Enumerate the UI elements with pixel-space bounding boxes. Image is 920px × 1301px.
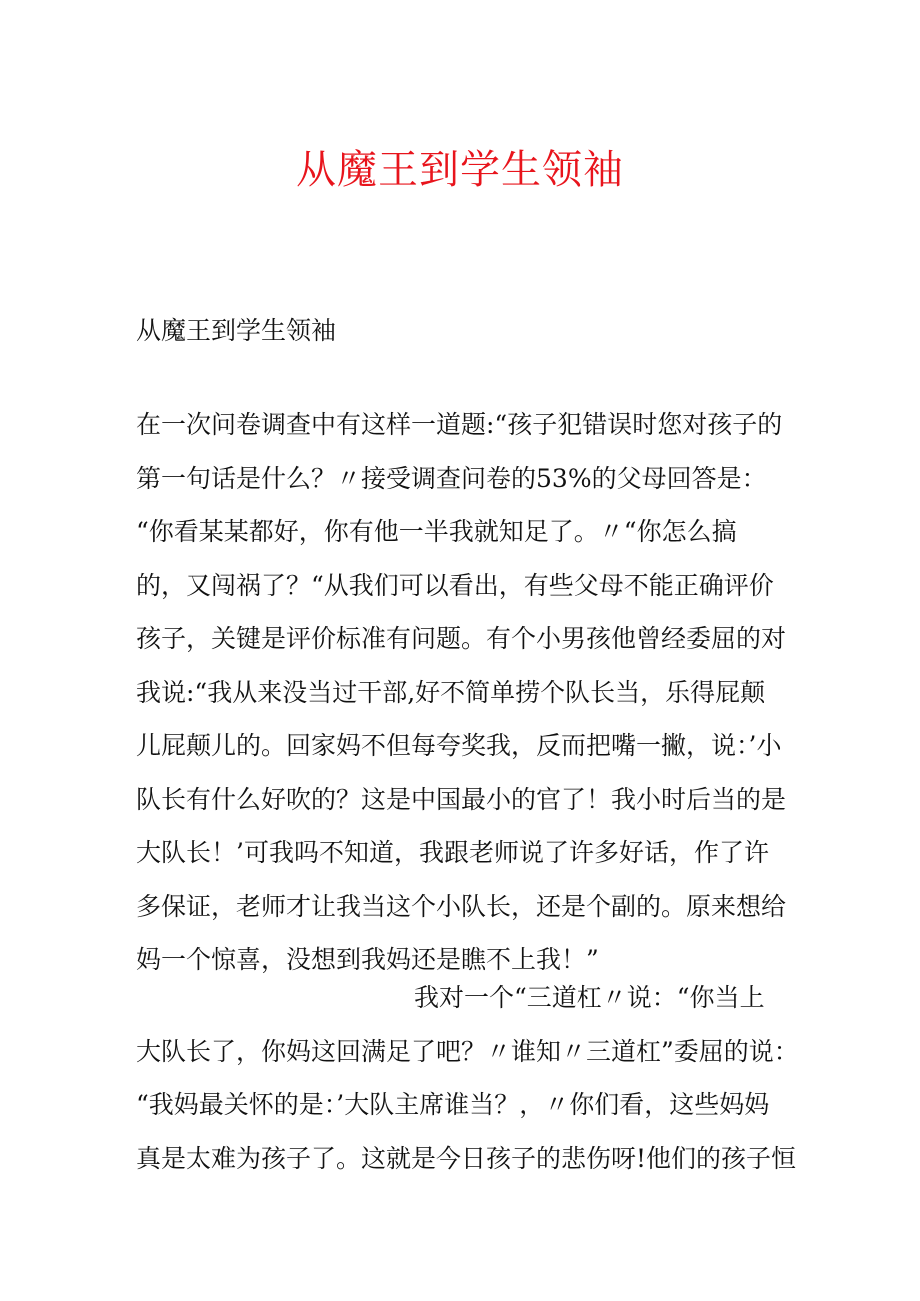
paragraph-line: “我妈最关怀的是：’大队主席谁当？，〃你们看，这些妈妈	[136, 1090, 770, 1119]
document-title: 从魔王到学生领袖	[296, 147, 624, 193]
paragraph-line: 孩子，关键是评价标准有问题。有个小男孩他曾经委屈的对	[136, 624, 787, 653]
paragraph-line: 真是太难为孩子了。这就是今日孩子的悲伤呀!他们的孩子恒	[136, 1143, 797, 1173]
paragraph-line: 大队长了，你妈这回满足了吧？〃谁知〃三道杠”委屈的说：	[136, 1036, 799, 1066]
paragraph-line: “你看某某都好，你有他一半我就知足了。〃“你怎么搞	[136, 517, 737, 546]
paragraph-line: 我说:“我从来没当过干部,好不简单捞个队长当，乐得屁颠	[136, 677, 766, 707]
paragraph-line: 队长有什么好吹的？这是中国最小的官了！我小时后当的是	[136, 784, 787, 814]
paragraph-line: 多保证，老师才让我当这个小队长，还是个副的。原来想给	[136, 891, 787, 921]
document-subtitle: 从魔王到学生领袖	[136, 316, 337, 345]
paragraph-2	[136, 971, 799, 1185]
paragraph-line: 儿屁颠儿的。回家妈不但每夸奖我，反而把嘴一撇，说：’小	[136, 731, 782, 760]
paragraph-line: 妈一个惊喜，没想到我妈还是瞧不上我！”	[136, 945, 599, 974]
paragraph-1	[136, 398, 796, 987]
paragraph-line: 第一句话是什么？〃接受调查问卷的53%的父母回答是：	[136, 463, 767, 493]
paragraph-line: 在一次问卷调查中有这样一道题:“孩子犯错误时您对孩子的	[136, 410, 783, 439]
paragraph-line: 我对一个“三道杠〃说：“你当上	[414, 983, 765, 1012]
paragraph-line: 的，又闯祸了？“从我们可以看出，有些父母不能正确评价	[136, 570, 774, 600]
paragraph-line: 大队长！’可我吗不知道，我跟老师说了许多好话，作了许	[136, 838, 769, 867]
